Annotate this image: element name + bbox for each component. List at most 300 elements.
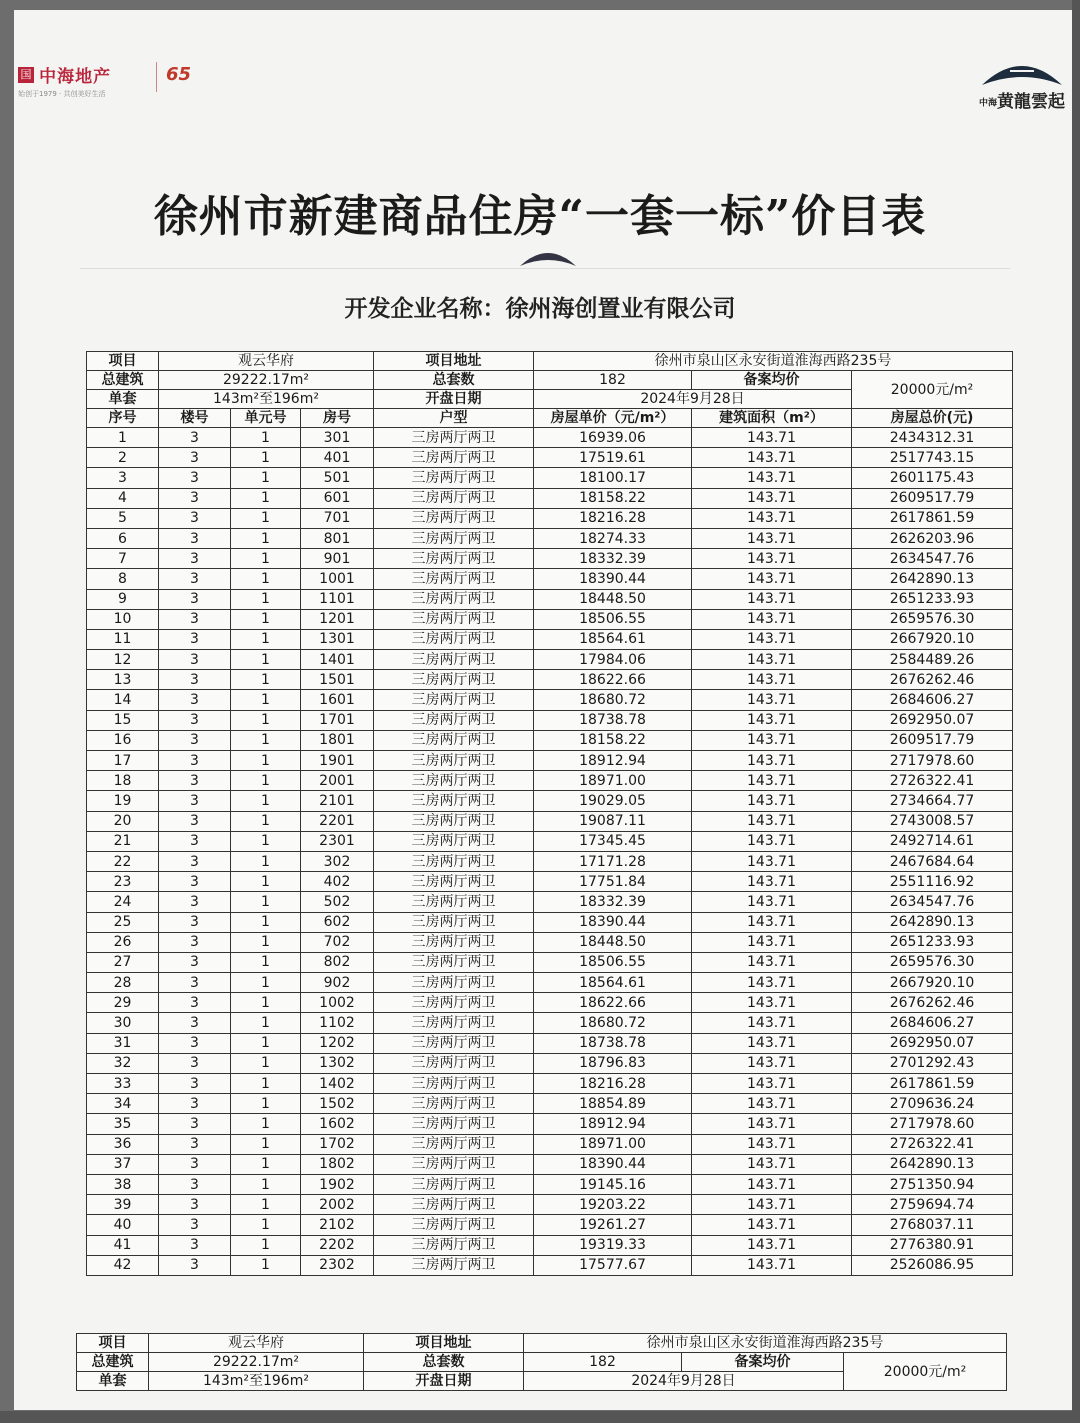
table-cell: 143.71 bbox=[692, 508, 852, 528]
table-cell: 22 bbox=[87, 851, 159, 871]
table-cell: 2526086.95 bbox=[852, 1255, 1013, 1275]
table-cell: 143.71 bbox=[692, 751, 852, 771]
table-row bbox=[87, 528, 1013, 548]
table-cell: 1 bbox=[231, 993, 301, 1013]
table-cell: 19087.11 bbox=[534, 811, 692, 831]
table-cell: 三房两厅两卫 bbox=[374, 811, 534, 831]
table-cell: 16 bbox=[87, 730, 159, 750]
table-cell: 2492714.61 bbox=[852, 831, 1013, 851]
avg-value: 20000元/m² bbox=[852, 371, 1013, 409]
avg-label: 备案均价 bbox=[682, 1353, 844, 1372]
table-cell: 2717978.60 bbox=[852, 751, 1013, 771]
table-cell: 18971.00 bbox=[534, 1134, 692, 1154]
table-cell: 143.71 bbox=[692, 488, 852, 508]
table-cell: 143.71 bbox=[692, 690, 852, 710]
table-cell: 1 bbox=[231, 851, 301, 871]
table-cell: 2584489.26 bbox=[852, 650, 1013, 670]
table-cell: 2626203.96 bbox=[852, 528, 1013, 548]
table-cell: 1002 bbox=[301, 993, 374, 1013]
project-label: 项目 bbox=[77, 1334, 149, 1353]
table-cell: 1 bbox=[231, 1134, 301, 1154]
table-row bbox=[87, 1053, 1013, 1073]
table-cell: 39 bbox=[87, 1195, 159, 1215]
table-cell: 1402 bbox=[301, 1074, 374, 1094]
table-cell: 24 bbox=[87, 892, 159, 912]
table-cell: 901 bbox=[301, 549, 374, 569]
table-cell: 18912.94 bbox=[534, 751, 692, 771]
table-row bbox=[87, 771, 1013, 791]
table-row bbox=[87, 973, 1013, 993]
date-value: 2024年9月28日 bbox=[524, 1372, 844, 1391]
address-label: 项目地址 bbox=[364, 1334, 524, 1353]
table-cell: 3 bbox=[159, 1195, 231, 1215]
area-value: 29222.17m² bbox=[159, 371, 374, 390]
table-cell: 1 bbox=[231, 1074, 301, 1094]
table-cell: 1 bbox=[231, 791, 301, 811]
table-cell: 1602 bbox=[301, 1114, 374, 1134]
table-cell: 2692950.07 bbox=[852, 710, 1013, 730]
table-cell: 143.71 bbox=[692, 1195, 852, 1215]
table-cell: 三房两厅两卫 bbox=[374, 1255, 534, 1275]
table-cell: 4 bbox=[87, 488, 159, 508]
table-row bbox=[87, 1195, 1013, 1215]
table-cell: 1 bbox=[231, 528, 301, 548]
table-cell: 143.71 bbox=[692, 569, 852, 589]
table-cell: 三房两厅两卫 bbox=[374, 831, 534, 851]
table-cell: 1601 bbox=[301, 690, 374, 710]
table-cell: 1102 bbox=[301, 1013, 374, 1033]
table-cell: 143.71 bbox=[692, 1033, 852, 1053]
table-cell: 3 bbox=[159, 932, 231, 952]
table-cell: 19145.16 bbox=[534, 1174, 692, 1194]
table-row bbox=[87, 872, 1013, 892]
table-cell: 1901 bbox=[301, 751, 374, 771]
table-cell: 18680.72 bbox=[534, 1013, 692, 1033]
table-cell: 23 bbox=[87, 872, 159, 892]
table-row bbox=[87, 650, 1013, 670]
table-cell: 三房两厅两卫 bbox=[374, 771, 534, 791]
table-cell: 三房两厅两卫 bbox=[374, 1215, 534, 1235]
developer-company-name: 开发企业名称：徐州海创置业有限公司 bbox=[344, 296, 736, 322]
table-cell: 18158.22 bbox=[534, 488, 692, 508]
table-cell: 3 bbox=[159, 1033, 231, 1053]
table-cell: 143.71 bbox=[692, 872, 852, 892]
table-cell: 2717978.60 bbox=[852, 1114, 1013, 1134]
table-cell: 143.71 bbox=[692, 831, 852, 851]
table-cell: 3 bbox=[159, 912, 231, 932]
single-label: 单套 bbox=[77, 1372, 149, 1391]
table-cell: 3 bbox=[159, 710, 231, 730]
table-cell: 32 bbox=[87, 1053, 159, 1073]
single-value: 143m²至196m² bbox=[159, 390, 374, 409]
table-cell: 2002 bbox=[301, 1195, 374, 1215]
table-cell: 3 bbox=[159, 1235, 231, 1255]
single-value: 143m²至196m² bbox=[149, 1372, 364, 1391]
table-cell: 1 bbox=[231, 1195, 301, 1215]
address-label: 项目地址 bbox=[374, 352, 534, 371]
table-cell: 1 bbox=[231, 670, 301, 690]
project-logo bbox=[974, 55, 1070, 112]
table-cell: 18738.78 bbox=[534, 1033, 692, 1053]
table-cell: 18564.61 bbox=[534, 629, 692, 649]
units-label: 总套数 bbox=[364, 1353, 524, 1372]
table-cell: 3 bbox=[159, 1174, 231, 1194]
table-cell: 三房两厅两卫 bbox=[374, 629, 534, 649]
table-cell: 2667920.10 bbox=[852, 629, 1013, 649]
table-cell: 三房两厅两卫 bbox=[374, 1235, 534, 1255]
brand-badge-icon: 国 bbox=[18, 67, 34, 83]
table-cell: 三房两厅两卫 bbox=[374, 1074, 534, 1094]
table-row bbox=[87, 1033, 1013, 1053]
photo-edge-shadow-bottom bbox=[0, 1411, 1080, 1423]
project-logo-prefix: 中海 bbox=[978, 98, 997, 109]
table-cell: 29 bbox=[87, 993, 159, 1013]
table-cell: 143.71 bbox=[692, 448, 852, 468]
table-cell: 2659576.30 bbox=[852, 609, 1013, 629]
table-cell: 1 bbox=[231, 549, 301, 569]
table-cell: 18680.72 bbox=[534, 690, 692, 710]
table-cell: 7 bbox=[87, 549, 159, 569]
table-cell: 11 bbox=[87, 629, 159, 649]
table-cell: 2776380.91 bbox=[852, 1235, 1013, 1255]
column-header: 建筑面积（m²） bbox=[692, 409, 852, 428]
table-cell: 1 bbox=[231, 751, 301, 771]
table-cell: 1 bbox=[231, 690, 301, 710]
table-cell: 3 bbox=[159, 468, 231, 488]
table-cell: 143.71 bbox=[692, 650, 852, 670]
table-cell: 143.71 bbox=[692, 811, 852, 831]
avg-label: 备案均价 bbox=[692, 371, 852, 390]
table-cell: 1 bbox=[231, 730, 301, 750]
table-cell: 1 bbox=[231, 488, 301, 508]
table-cell: 三房两厅两卫 bbox=[374, 973, 534, 993]
table-cell: 26 bbox=[87, 932, 159, 952]
table-cell: 143.71 bbox=[692, 1013, 852, 1033]
table-cell: 2102 bbox=[301, 1215, 374, 1235]
table-cell: 三房两厅两卫 bbox=[374, 690, 534, 710]
table-cell: 17345.45 bbox=[534, 831, 692, 851]
table-cell: 19203.22 bbox=[534, 1195, 692, 1215]
table-cell: 1 bbox=[231, 973, 301, 993]
table-cell: 143.71 bbox=[692, 1255, 852, 1275]
price-table-next-page bbox=[76, 1333, 1007, 1391]
table-cell: 1 bbox=[231, 448, 301, 468]
table-cell: 502 bbox=[301, 892, 374, 912]
table-cell: 2601175.43 bbox=[852, 468, 1013, 488]
table-cell: 2617861.59 bbox=[852, 508, 1013, 528]
table-cell: 1 bbox=[231, 872, 301, 892]
table-cell: 1801 bbox=[301, 730, 374, 750]
table-cell: 701 bbox=[301, 508, 374, 528]
table-cell: 1 bbox=[231, 912, 301, 932]
table-cell: 143.71 bbox=[692, 952, 852, 972]
table-cell: 2634547.76 bbox=[852, 892, 1013, 912]
table-cell: 三房两厅两卫 bbox=[374, 791, 534, 811]
table-cell: 143.71 bbox=[692, 609, 852, 629]
table-cell: 27 bbox=[87, 952, 159, 972]
table-cell: 1 bbox=[231, 1174, 301, 1194]
table-cell: 三房两厅两卫 bbox=[374, 1195, 534, 1215]
table-cell: 3 bbox=[87, 468, 159, 488]
table-row bbox=[87, 690, 1013, 710]
table-cell: 3 bbox=[159, 549, 231, 569]
table-cell: 601 bbox=[301, 488, 374, 508]
table-cell: 18332.39 bbox=[534, 549, 692, 569]
brand-name: 中海地产 bbox=[39, 67, 112, 87]
table-cell: 143.71 bbox=[692, 428, 852, 448]
table-cell: 42 bbox=[87, 1255, 159, 1275]
table-cell: 3 bbox=[159, 650, 231, 670]
table-cell: 1 bbox=[231, 831, 301, 851]
table-cell: 33 bbox=[87, 1074, 159, 1094]
table-cell: 143.71 bbox=[692, 892, 852, 912]
table-row bbox=[87, 912, 1013, 932]
anniversary-icon: 65 bbox=[166, 64, 192, 85]
table-cell: 15 bbox=[87, 710, 159, 730]
table-cell: 1 bbox=[231, 609, 301, 629]
table-cell: 18100.17 bbox=[534, 468, 692, 488]
table-cell: 2692950.07 bbox=[852, 1033, 1013, 1053]
table-cell: 21 bbox=[87, 831, 159, 851]
table-cell: 3 bbox=[159, 831, 231, 851]
single-label: 单套 bbox=[87, 390, 159, 409]
table-cell: 143.71 bbox=[692, 629, 852, 649]
table-row bbox=[87, 751, 1013, 771]
table-row bbox=[87, 892, 1013, 912]
table-cell: 13 bbox=[87, 670, 159, 690]
table-cell: 1802 bbox=[301, 1154, 374, 1174]
table-cell: 143.71 bbox=[692, 549, 852, 569]
table-cell: 1 bbox=[231, 1114, 301, 1134]
table-cell: 16939.06 bbox=[534, 428, 692, 448]
table-cell: 三房两厅两卫 bbox=[374, 912, 534, 932]
table-cell: 3 bbox=[159, 1094, 231, 1114]
table-cell: 1 bbox=[231, 629, 301, 649]
table-cell: 2676262.46 bbox=[852, 993, 1013, 1013]
table-cell: 5 bbox=[87, 508, 159, 528]
project-value: 观云华府 bbox=[159, 352, 374, 371]
table-cell: 25 bbox=[87, 912, 159, 932]
table-cell: 1 bbox=[231, 811, 301, 831]
table-cell: 1101 bbox=[301, 589, 374, 609]
table-cell: 1 bbox=[231, 771, 301, 791]
table-cell: 18390.44 bbox=[534, 569, 692, 589]
table-cell: 2609517.79 bbox=[852, 730, 1013, 750]
table-cell: 3 bbox=[159, 1255, 231, 1275]
table-cell: 2684606.27 bbox=[852, 1013, 1013, 1033]
table-cell: 3 bbox=[159, 488, 231, 508]
table-cell: 3 bbox=[159, 973, 231, 993]
table-cell: 41 bbox=[87, 1235, 159, 1255]
table-row bbox=[87, 1235, 1013, 1255]
table-cell: 2726322.41 bbox=[852, 1134, 1013, 1154]
table-cell: 143.71 bbox=[692, 1174, 852, 1194]
table-cell: 3 bbox=[159, 751, 231, 771]
table-cell: 37 bbox=[87, 1154, 159, 1174]
table-cell: 17984.06 bbox=[534, 650, 692, 670]
table-cell: 3 bbox=[159, 569, 231, 589]
table-cell: 18 bbox=[87, 771, 159, 791]
table-cell: 9 bbox=[87, 589, 159, 609]
table-cell: 1 bbox=[231, 1013, 301, 1033]
table-cell: 2676262.46 bbox=[852, 670, 1013, 690]
table-cell: 2201 bbox=[301, 811, 374, 831]
table-cell: 17751.84 bbox=[534, 872, 692, 892]
table-cell: 三房两厅两卫 bbox=[374, 1134, 534, 1154]
table-row bbox=[87, 831, 1013, 851]
brand-slogan: 始创于1979 · 共创美好生活 bbox=[18, 90, 106, 98]
table-cell: 2202 bbox=[301, 1235, 374, 1255]
table-cell: 35 bbox=[87, 1114, 159, 1134]
area-label: 总建筑 bbox=[87, 371, 159, 390]
area-label: 总建筑 bbox=[77, 1353, 149, 1372]
project-logo-name: 黄龍雲起 bbox=[997, 92, 1065, 112]
table-cell: 18216.28 bbox=[534, 1074, 692, 1094]
emblem-icon bbox=[516, 244, 580, 270]
table-cell: 3 bbox=[159, 589, 231, 609]
table-cell: 1 bbox=[231, 1094, 301, 1114]
project-value: 观云华府 bbox=[149, 1334, 364, 1353]
table-cell: 2701292.43 bbox=[852, 1053, 1013, 1073]
table-cell: 34 bbox=[87, 1094, 159, 1114]
table-cell: 143.71 bbox=[692, 1094, 852, 1114]
units-value: 182 bbox=[534, 371, 692, 390]
table-cell: 1701 bbox=[301, 710, 374, 730]
table-cell: 18564.61 bbox=[534, 973, 692, 993]
table-cell: 40 bbox=[87, 1215, 159, 1235]
table-cell: 18332.39 bbox=[534, 892, 692, 912]
table-cell: 18448.50 bbox=[534, 589, 692, 609]
column-header: 楼号 bbox=[159, 409, 231, 428]
table-cell: 3 bbox=[159, 771, 231, 791]
table-cell: 1 bbox=[231, 892, 301, 912]
table-cell: 1 bbox=[231, 710, 301, 730]
table-cell: 2759694.74 bbox=[852, 1195, 1013, 1215]
table-cell: 19319.33 bbox=[534, 1235, 692, 1255]
table-cell: 三房两厅两卫 bbox=[374, 710, 534, 730]
project-label: 项目 bbox=[87, 352, 159, 371]
table-cell: 三房两厅两卫 bbox=[374, 609, 534, 629]
table-cell: 1302 bbox=[301, 1053, 374, 1073]
table-row bbox=[87, 952, 1013, 972]
table-cell: 2768037.11 bbox=[852, 1215, 1013, 1235]
table-row bbox=[87, 569, 1013, 589]
table-cell: 三房两厅两卫 bbox=[374, 670, 534, 690]
table-cell: 30 bbox=[87, 1013, 159, 1033]
price-table bbox=[86, 351, 1013, 1276]
table-cell: 三房两厅两卫 bbox=[374, 468, 534, 488]
table-row bbox=[87, 1174, 1013, 1194]
table-cell: 2642890.13 bbox=[852, 1154, 1013, 1174]
column-header: 单元号 bbox=[231, 409, 301, 428]
table-row bbox=[87, 730, 1013, 750]
table-cell: 三房两厅两卫 bbox=[374, 1053, 534, 1073]
table-row bbox=[87, 549, 1013, 569]
table-cell: 143.71 bbox=[692, 1235, 852, 1255]
table-cell: 602 bbox=[301, 912, 374, 932]
table-cell: 14 bbox=[87, 690, 159, 710]
table-cell: 1 bbox=[231, 569, 301, 589]
table-cell: 1 bbox=[231, 1053, 301, 1073]
table-cell: 1201 bbox=[301, 609, 374, 629]
date-value: 2024年9月28日 bbox=[534, 390, 852, 409]
table-cell: 702 bbox=[301, 932, 374, 952]
table-cell: 2709636.24 bbox=[852, 1094, 1013, 1114]
mountain-arc-icon bbox=[980, 55, 1064, 89]
table-cell: 三房两厅两卫 bbox=[374, 488, 534, 508]
table-cell: 18796.83 bbox=[534, 1053, 692, 1073]
developer-logo bbox=[18, 62, 192, 99]
page-title: 徐州市新建商品住房“一套一标”价目表 bbox=[153, 191, 927, 242]
units-value: 182 bbox=[524, 1353, 682, 1372]
table-row bbox=[87, 811, 1013, 831]
table-row bbox=[87, 609, 1013, 629]
table-cell: 38 bbox=[87, 1174, 159, 1194]
table-cell: 三房两厅两卫 bbox=[374, 1033, 534, 1053]
table-cell: 143.71 bbox=[692, 1134, 852, 1154]
table-cell: 1702 bbox=[301, 1134, 374, 1154]
address-value: 徐州市泉山区永安街道淮海西路235号 bbox=[524, 1334, 1007, 1353]
table-cell: 3 bbox=[159, 1013, 231, 1033]
table-cell: 143.71 bbox=[692, 993, 852, 1013]
table-cell: 2726322.41 bbox=[852, 771, 1013, 791]
table-cell: 143.71 bbox=[692, 851, 852, 871]
table-cell: 143.71 bbox=[692, 710, 852, 730]
table-cell: 18506.55 bbox=[534, 952, 692, 972]
table-row bbox=[87, 508, 1013, 528]
table-cell: 143.71 bbox=[692, 771, 852, 791]
table-row bbox=[87, 1074, 1013, 1094]
table-cell: 1502 bbox=[301, 1094, 374, 1114]
table-cell: 三房两厅两卫 bbox=[374, 508, 534, 528]
table-cell: 2634547.76 bbox=[852, 549, 1013, 569]
column-header: 序号 bbox=[87, 409, 159, 428]
table-cell: 18158.22 bbox=[534, 730, 692, 750]
table-row bbox=[87, 710, 1013, 730]
table-cell: 36 bbox=[87, 1134, 159, 1154]
table-cell: 三房两厅两卫 bbox=[374, 1013, 534, 1033]
table-cell: 2434312.31 bbox=[852, 428, 1013, 448]
table-row bbox=[87, 993, 1013, 1013]
table-cell: 三房两厅两卫 bbox=[374, 993, 534, 1013]
table-cell: 143.71 bbox=[692, 791, 852, 811]
table-cell: 3 bbox=[159, 811, 231, 831]
table-cell: 18912.94 bbox=[534, 1114, 692, 1134]
table-cell: 三房两厅两卫 bbox=[374, 751, 534, 771]
table-cell: 17577.67 bbox=[534, 1255, 692, 1275]
table-cell: 2467684.64 bbox=[852, 851, 1013, 871]
table-cell: 3 bbox=[159, 1215, 231, 1235]
table-row bbox=[87, 1154, 1013, 1174]
table-cell: 143.71 bbox=[692, 1154, 852, 1174]
table-cell: 三房两厅两卫 bbox=[374, 1174, 534, 1194]
table-cell: 6 bbox=[87, 528, 159, 548]
table-cell: 8 bbox=[87, 569, 159, 589]
table-cell: 三房两厅两卫 bbox=[374, 589, 534, 609]
table-cell: 2743008.57 bbox=[852, 811, 1013, 831]
table-cell: 20 bbox=[87, 811, 159, 831]
table-cell: 1 bbox=[231, 1255, 301, 1275]
table-row bbox=[87, 1255, 1013, 1275]
table-cell: 三房两厅两卫 bbox=[374, 892, 534, 912]
table-cell: 3 bbox=[159, 428, 231, 448]
table-cell: 12 bbox=[87, 650, 159, 670]
table-cell: 18738.78 bbox=[534, 710, 692, 730]
table-cell: 2642890.13 bbox=[852, 569, 1013, 589]
table-cell: 143.71 bbox=[692, 730, 852, 750]
table-cell: 2642890.13 bbox=[852, 912, 1013, 932]
table-cell: 1 bbox=[231, 589, 301, 609]
